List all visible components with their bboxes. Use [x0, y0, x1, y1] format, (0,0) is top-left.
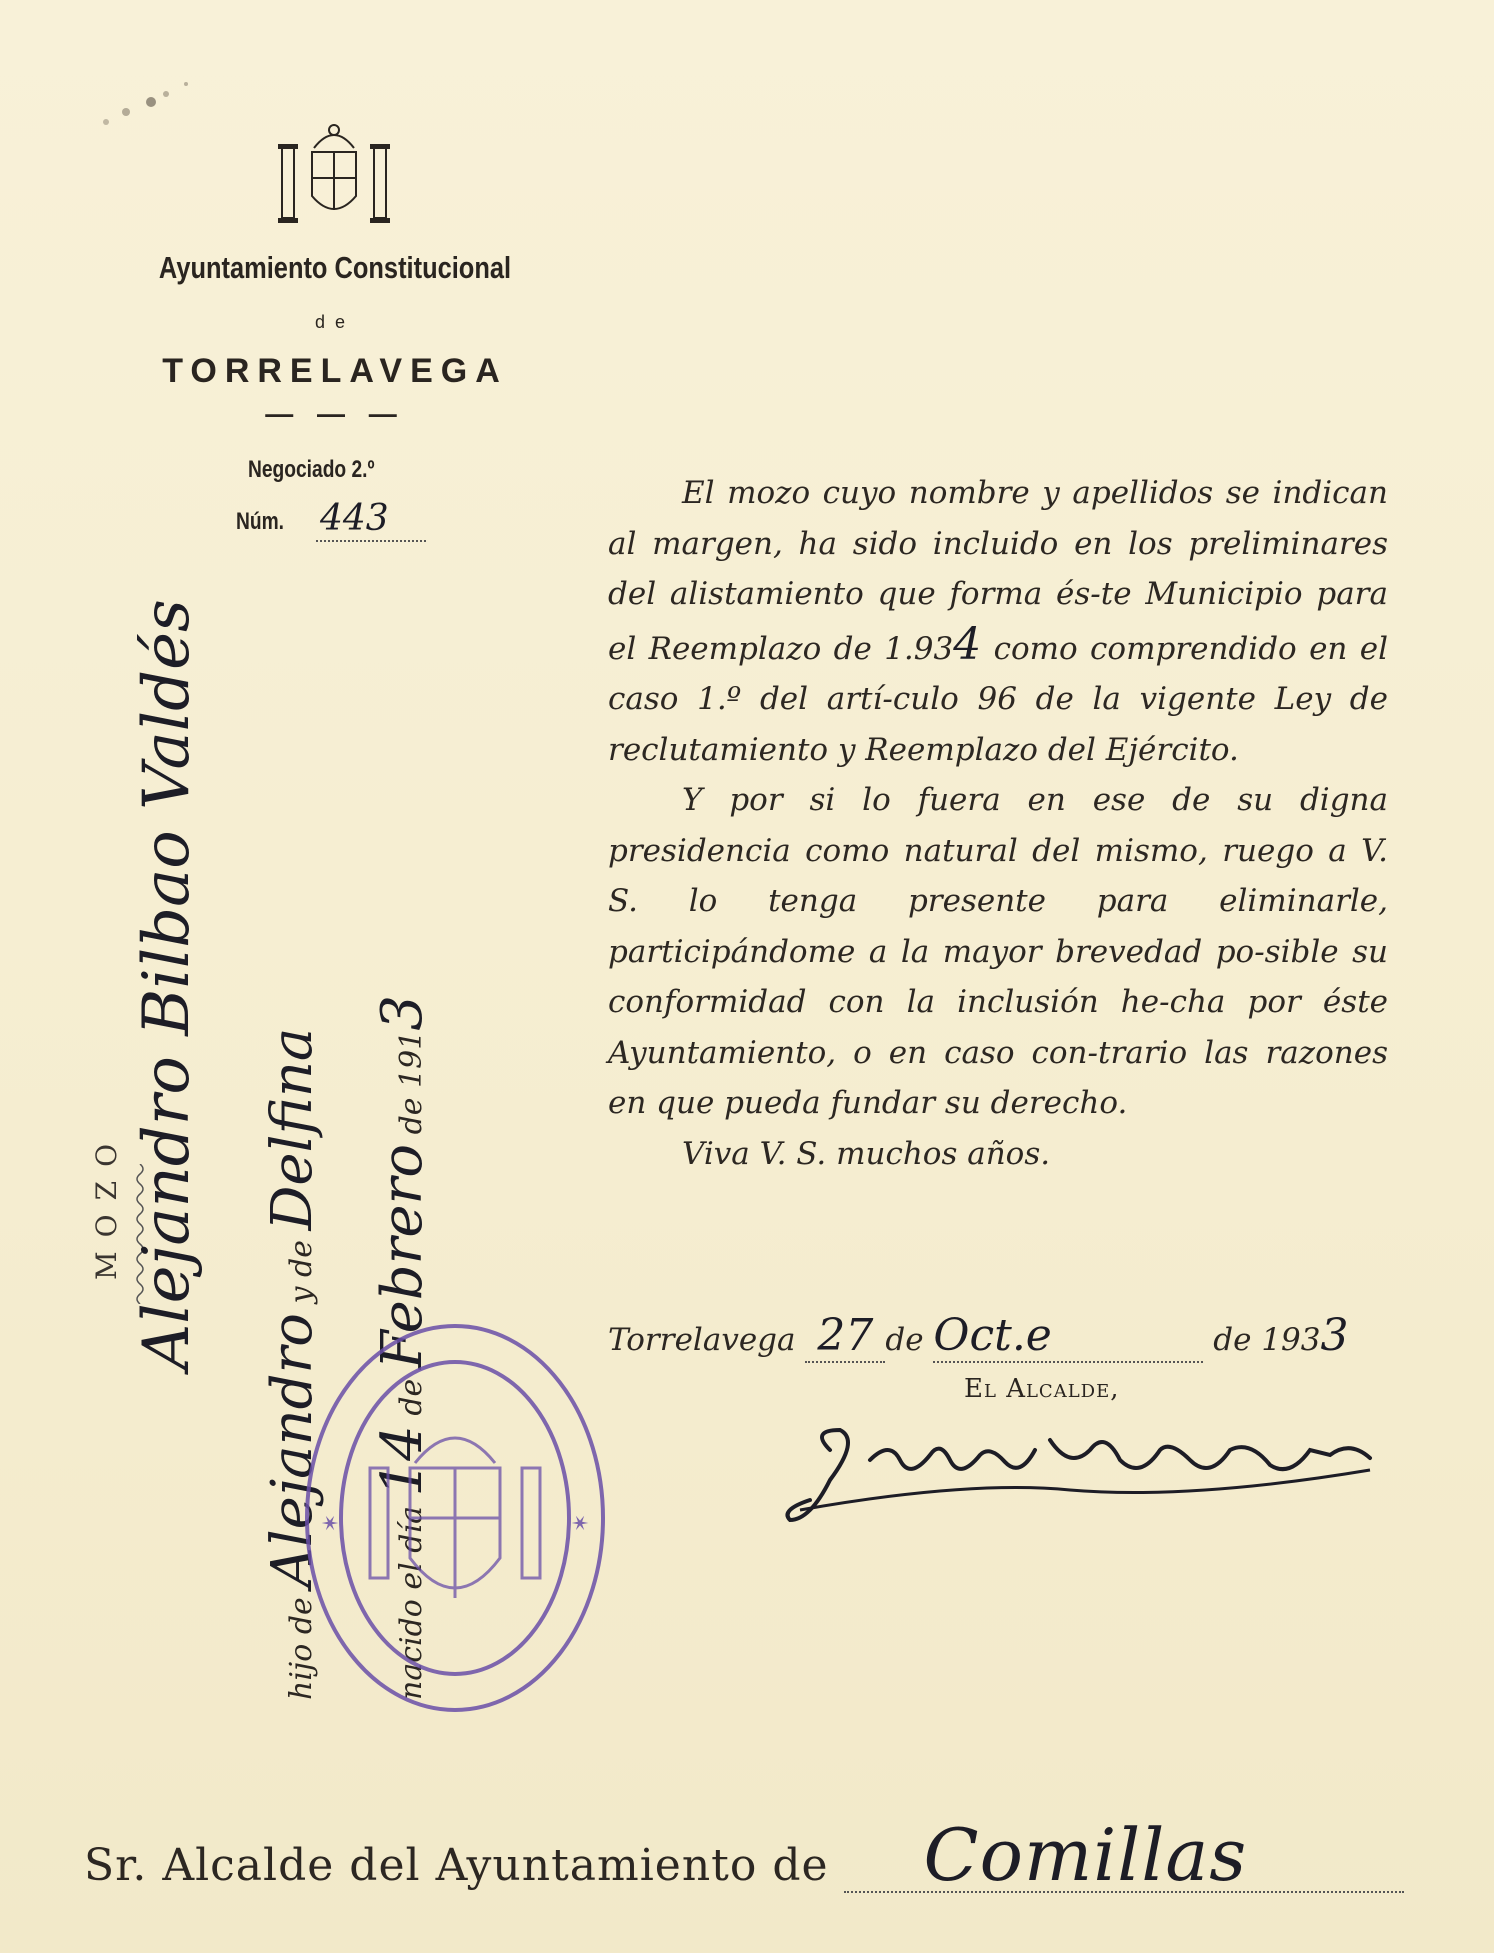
institution-title: Ayuntamiento Constitucional	[158, 250, 512, 285]
reemplazo-year-handwritten: 4	[953, 618, 982, 670]
addressee-blank	[844, 1813, 1404, 1897]
date-place: Torrelavega	[608, 1322, 796, 1358]
date-line	[608, 1310, 1349, 1363]
svg-text:✶: ✶	[319, 1513, 344, 1533]
svg-text:✶: ✶	[566, 1513, 591, 1533]
hijo-de-label: hijo de	[284, 1597, 319, 1700]
header-divider: — — —	[265, 398, 405, 429]
negociado-label: Negociado 2.º	[248, 456, 375, 483]
paragraph-2: Y por si lo fuera en ese de su digna presidencia como natural del mismo, ruego a V. S. lo tenga presente para eliminarle, participándome a la mayor brevedad po-sible su conformidad con la inclusión he-cha por éste Ayuntamiento, o en caso con-trario las razones en que pueda fundar su derecho.	[608, 782, 1388, 1121]
paragraph-3: Viva V. S. muchos años.	[682, 1135, 1051, 1172]
paragraph-1	[608, 468, 1388, 775]
date-month-handwritten: Oct.e	[933, 1310, 1052, 1361]
birth-day-handwritten: 14	[370, 1425, 435, 1497]
date-de-2: de 193	[1213, 1322, 1321, 1358]
number-label: Núm.	[236, 508, 284, 535]
paper-stains	[96, 72, 216, 142]
father-name-handwritten: Alejandro	[260, 1313, 325, 1588]
nacido-label: nacido el día	[394, 1506, 429, 1700]
date-year-handwritten: 3	[1320, 1310, 1349, 1361]
number-value-handwritten: 443	[320, 498, 389, 539]
municipal-seal-stamp	[300, 1318, 610, 1718]
birth-month-handwritten: Febrero	[370, 1143, 435, 1370]
town-title: TORRELAVEGA	[162, 352, 508, 390]
addressee-town-handwritten: Comillas	[923, 1813, 1248, 1897]
letter-body	[608, 468, 1388, 1179]
date-de-1: de	[885, 1322, 924, 1358]
birth-year-label: de 191	[394, 1030, 429, 1135]
mozo-label: MOZO	[90, 1129, 123, 1280]
mayor-title: El Alcalde,	[964, 1374, 1120, 1404]
mozo-name-handwritten: Alejandro Bilbao Valdés	[130, 599, 204, 1370]
paragraph-1-text: El mozo cuyo nombre y apellidos se indican al margen, ha sido incluido en los preliminares del alistamiento que forma és-te Municipio para el Reemplazo de 1.93	[608, 475, 1388, 667]
mother-name-handwritten: Delfina	[260, 1027, 325, 1231]
mayor-signature	[770, 1410, 1410, 1530]
birth-year-handwritten: 3	[370, 995, 435, 1031]
institution-de: de	[314, 312, 356, 332]
coat-of-arms-icon	[272, 118, 396, 230]
addressee-label: Sr. Alcalde del Ayuntamiento de	[84, 1840, 829, 1891]
addressee-line	[84, 1813, 1404, 1897]
date-day-handwritten: 27	[817, 1310, 874, 1361]
birth-de-label: de	[394, 1378, 429, 1416]
y-de-label: y de	[284, 1240, 319, 1304]
paragraph-1-rest: como comprendido en el caso 1.º del artí-culo 96 de la vigente Ley de reclutamiento y Reemplazo del Ejército.	[608, 630, 1389, 768]
